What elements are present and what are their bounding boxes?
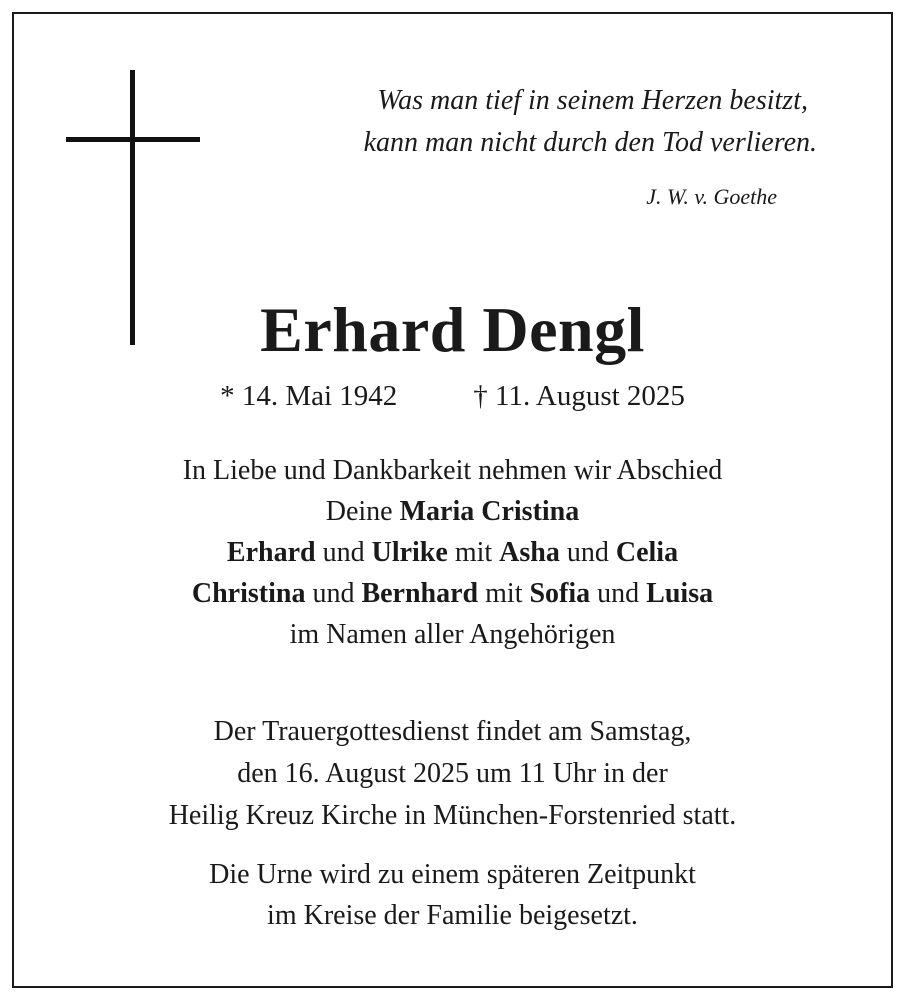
service-line-2: den 16. August 2025 um 11 Uhr in der <box>237 758 668 789</box>
urn-line-1: Die Urne wird zu einem späteren Zeitpunkt <box>209 859 696 890</box>
quote-line-1: Was man tief in seinem Herzen besitzt, <box>377 85 808 116</box>
mourners-text: und <box>305 578 362 609</box>
mourner-name: Sofia <box>529 578 591 609</box>
mourner-name: Christina <box>191 578 306 609</box>
birth-date: * 14. Mai 1942 <box>220 380 398 412</box>
mourners-text: mit <box>478 578 530 609</box>
mourner-name: Celia <box>615 537 679 568</box>
funeral-service-info <box>14 711 891 837</box>
mourners-line-3 <box>14 573 891 614</box>
service-line-3: Heilig Kreuz Kirche in München-Forstenried statt. <box>168 800 737 831</box>
mourners-text: und <box>559 537 616 568</box>
quote-author: J. W. v. Goethe <box>646 184 777 209</box>
mourners-block <box>14 450 891 655</box>
quote-line-2: kann man nicht durch den Tod verlieren. <box>363 127 817 158</box>
mourners-text: Deine <box>325 496 400 527</box>
obituary-notice <box>12 12 893 988</box>
mourner-name: Maria Cristina <box>399 496 580 527</box>
memorial-quote <box>217 80 817 164</box>
mourner-name: Luisa <box>646 578 714 609</box>
service-line-1: Der Trauergottesdienst findet am Samstag, <box>213 716 692 747</box>
mourners-line-2 <box>14 532 891 573</box>
death-date: † 11. August 2025 <box>473 380 685 412</box>
mourners-line-1 <box>14 491 891 532</box>
mourner-name: Ulrike <box>371 537 448 568</box>
mourner-name: Asha <box>499 537 560 568</box>
mourner-name: Bernhard <box>361 578 479 609</box>
urn-burial-info <box>14 854 891 936</box>
deceased-name: Erhard Dengl <box>260 294 645 365</box>
mourners-closing: im Namen aller Angehörigen <box>289 619 616 650</box>
mourners-text: und <box>315 537 372 568</box>
urn-line-2: im Kreise der Familie beigesetzt. <box>267 900 638 931</box>
mourners-text: mit <box>447 537 500 568</box>
mourners-text: und <box>590 578 647 609</box>
life-dates <box>14 376 891 416</box>
cross-horizontal-bar <box>66 137 200 142</box>
farewell-intro: In Liebe und Dankbarkeit nehmen wir Abschied <box>182 455 723 486</box>
mourner-name: Erhard <box>226 537 316 568</box>
